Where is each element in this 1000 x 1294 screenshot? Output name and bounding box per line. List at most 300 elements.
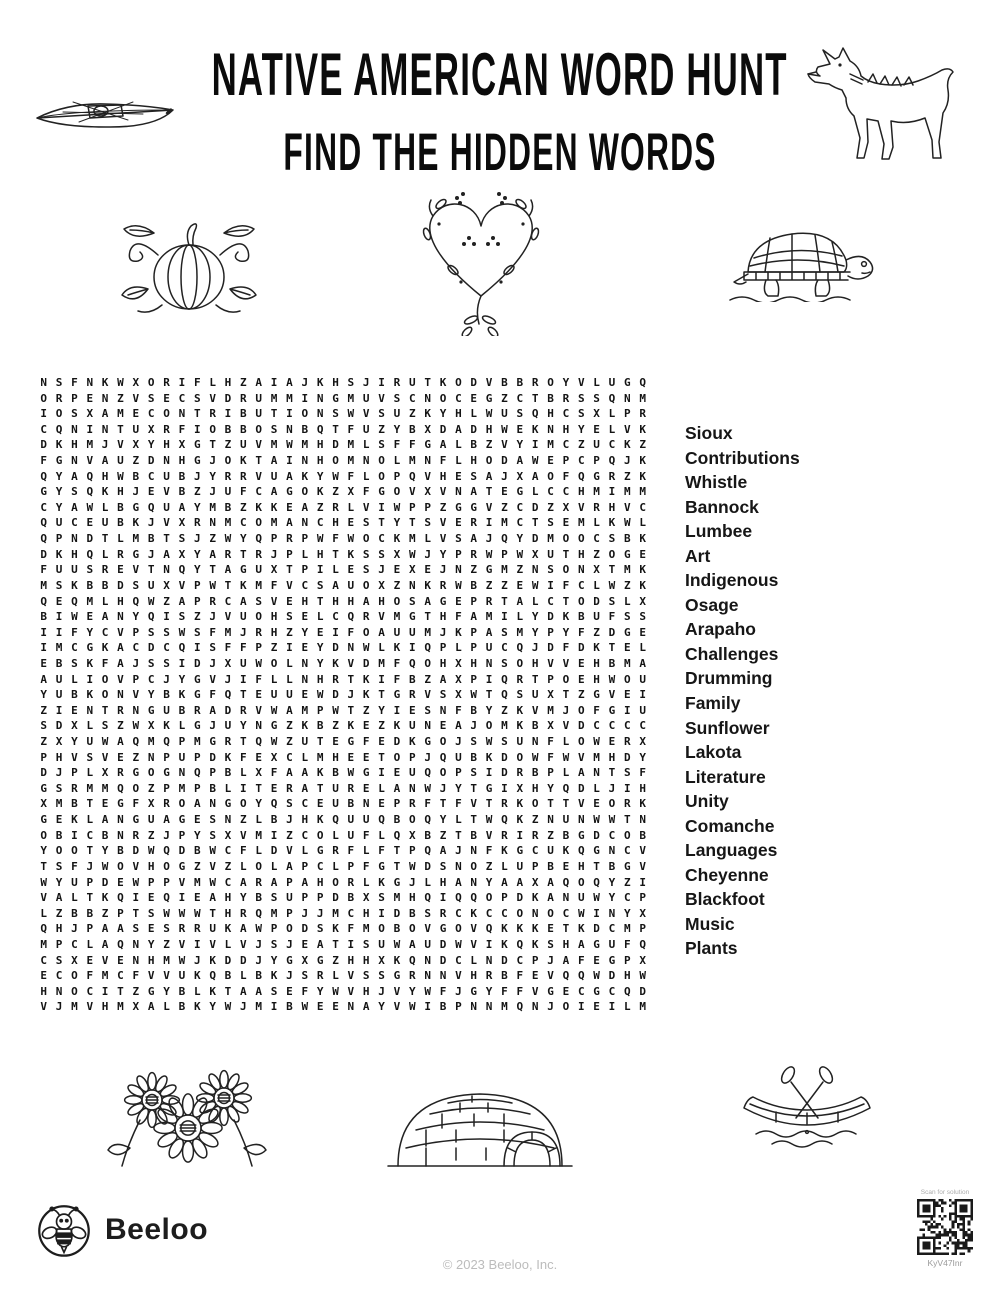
grid-cell: S: [408, 594, 416, 608]
grid-cell: G: [378, 485, 385, 499]
grid-cell: V: [547, 656, 554, 670]
grid-cell: E: [147, 922, 155, 936]
grid-cell: P: [132, 625, 140, 639]
grid-cell: S: [424, 906, 431, 920]
grid-cell: N: [593, 766, 600, 780]
grid-cell: E: [624, 688, 631, 702]
grid-cell: Q: [40, 516, 47, 530]
grid-cell: Q: [132, 735, 140, 749]
grid-cell: P: [193, 750, 201, 764]
grid-cell: Q: [501, 672, 508, 686]
grid-row: [36, 796, 650, 812]
grid-cell: V: [255, 438, 263, 452]
grid-cell: X: [424, 485, 431, 499]
grid-cell: Q: [71, 594, 78, 608]
grid-cell: E: [455, 469, 462, 483]
grid-cell: D: [393, 906, 401, 920]
grid-cell: N: [101, 391, 109, 405]
grid-cell: W: [147, 594, 155, 608]
grid-cell: C: [547, 485, 554, 499]
grid-cell: S: [501, 735, 508, 749]
grid-cell: L: [378, 781, 385, 795]
grid-cell: Z: [209, 532, 216, 546]
grid-cell: G: [316, 953, 324, 967]
grid-cell: C: [562, 906, 570, 920]
grid-cell: R: [209, 407, 216, 421]
grid-cell: D: [577, 781, 585, 795]
grid-cell: K: [501, 922, 508, 936]
grid-cell: M: [639, 1000, 646, 1014]
grid-cell: O: [424, 656, 431, 670]
grid-cell: N: [286, 422, 293, 436]
grid-cell: M: [501, 563, 508, 577]
grid-cell: B: [501, 969, 508, 983]
grid-cell: B: [393, 922, 401, 936]
grid-cell: N: [40, 376, 47, 389]
grid-cell: G: [485, 781, 493, 795]
word-list-item: Sunflower: [685, 717, 770, 738]
grid-cell: T: [101, 703, 109, 717]
grid-cell: P: [439, 641, 447, 655]
grid-cell: D: [547, 641, 554, 655]
grid-cell: Q: [224, 688, 232, 702]
grid-cell: M: [408, 532, 416, 546]
grid-cell: O: [439, 735, 447, 749]
grid-cell: G: [332, 391, 339, 405]
grid-cell: K: [470, 906, 478, 920]
grid-cell: Z: [240, 813, 247, 827]
grid-cell: W: [117, 376, 124, 389]
grid-cell: J: [439, 781, 447, 795]
grid-cell: Z: [132, 750, 140, 764]
grid-cell: P: [132, 672, 140, 686]
grid-cell: A: [485, 469, 493, 483]
grid-row: [36, 921, 650, 937]
grid-cell: Z: [101, 906, 109, 920]
grid-cell: F: [501, 984, 508, 998]
grid-cell: G: [178, 813, 186, 827]
grid-cell: O: [547, 906, 554, 920]
grid-cell: K: [639, 469, 646, 483]
grid-cell: J: [163, 828, 170, 842]
qr-caption: Scan for solution: [920, 1189, 970, 1196]
grid-cell: S: [608, 532, 616, 546]
grid-cell: O: [147, 766, 155, 780]
grid-cell: W: [163, 906, 170, 920]
grid-cell: T: [101, 532, 109, 546]
grid-cell: V: [577, 500, 585, 514]
grid-cell: P: [286, 547, 293, 561]
grid-cell: R: [393, 376, 401, 389]
grid-cell: H: [470, 454, 478, 468]
grid-cell: A: [516, 454, 524, 468]
grid-cell: P: [193, 594, 201, 608]
grid-cell: S: [639, 610, 646, 624]
grid-cell: W: [593, 735, 600, 749]
grid-cell: Q: [209, 969, 216, 983]
grid-cell: J: [101, 438, 109, 452]
grid-cell: T: [608, 641, 616, 655]
grid-cell: H: [163, 438, 170, 452]
grid-cell: I: [86, 422, 94, 436]
grid-cell: R: [624, 797, 631, 811]
grid-cell: J: [531, 641, 539, 655]
grid-cell: E: [40, 969, 47, 983]
grid-cell: U: [332, 797, 339, 811]
grid-cell: B: [547, 391, 554, 405]
grid-cell: Y: [562, 376, 570, 389]
grid-cell: A: [286, 376, 293, 389]
grid-cell: S: [470, 766, 478, 780]
grid-cell: Z: [501, 500, 508, 514]
grid-cell: E: [347, 563, 355, 577]
grid-row: [36, 999, 650, 1015]
grid-cell: T: [501, 594, 508, 608]
grid-cell: C: [378, 532, 385, 546]
grid-cell: O: [455, 922, 462, 936]
grid-cell: H: [639, 781, 646, 795]
grid-cell: U: [593, 438, 600, 452]
grid-cell: T: [624, 813, 631, 827]
grid-cell: E: [455, 516, 462, 530]
grid-cell: T: [562, 594, 570, 608]
grid-cell: A: [101, 407, 109, 421]
grid-cell: O: [624, 672, 631, 686]
grid-cell: B: [408, 672, 416, 686]
grid-cell: C: [240, 516, 247, 530]
grid-cell: V: [132, 391, 140, 405]
grid-cell: J: [147, 547, 155, 561]
grid-row: [36, 984, 650, 1000]
grid-cell: Y: [393, 422, 401, 436]
grid-cell: Q: [593, 875, 600, 889]
grid-cell: Y: [193, 563, 201, 577]
grid-cell: Y: [378, 1000, 385, 1014]
grid-cell: T: [255, 454, 263, 468]
grid-cell: G: [240, 563, 247, 577]
grid-cell: M: [347, 391, 355, 405]
grid-cell: M: [347, 438, 355, 452]
copyright-text: © 2023 Beeloo, Inc.: [442, 1257, 558, 1272]
grid-cell: Y: [193, 500, 201, 514]
grid-cell: W: [209, 875, 216, 889]
grid-cell: N: [531, 1000, 539, 1014]
grid-cell: T: [147, 563, 155, 577]
grid-row: [36, 828, 650, 844]
grid-cell: R: [178, 922, 186, 936]
grid-cell: W: [455, 578, 462, 592]
grid-cell: I: [378, 766, 385, 780]
grid-cell: A: [362, 594, 370, 608]
grid-cell: A: [439, 844, 447, 858]
grid-cell: V: [71, 750, 78, 764]
grid-cell: Y: [439, 547, 447, 561]
grid-cell: R: [516, 672, 524, 686]
grid-cell: V: [40, 1000, 47, 1014]
grid-cell: K: [485, 750, 493, 764]
grid-cell: Q: [577, 969, 585, 983]
grid-cell: F: [101, 656, 109, 670]
grid-cell: D: [117, 578, 124, 592]
grid-cell: P: [501, 891, 508, 905]
grid-cell: S: [362, 547, 370, 561]
brand-logo: [36, 1202, 208, 1258]
grid-cell: J: [286, 813, 293, 827]
grid-cell: K: [132, 516, 140, 530]
grid-cell: W: [101, 859, 109, 873]
grid-cell: Q: [378, 813, 385, 827]
grid-cell: S: [378, 891, 385, 905]
grid-cell: S: [547, 516, 554, 530]
grid-cell: X: [224, 828, 232, 842]
grid-cell: P: [455, 766, 462, 780]
grid-cell: M: [593, 485, 600, 499]
grid-cell: L: [639, 641, 646, 655]
grid-cell: L: [362, 438, 370, 452]
grid-cell: W: [132, 719, 140, 733]
grid-cell: N: [316, 407, 324, 421]
grid-cell: R: [240, 469, 247, 483]
grid-cell: N: [362, 454, 370, 468]
grid-cell: Y: [147, 688, 155, 702]
grid-cell: E: [562, 516, 570, 530]
grid-cell: J: [439, 563, 447, 577]
grid-cell: W: [71, 610, 78, 624]
grid-cell: Q: [501, 813, 508, 827]
grid-cell: P: [424, 500, 431, 514]
grid-cell: P: [393, 469, 401, 483]
grid-cell: U: [516, 859, 524, 873]
grid-cell: X: [455, 672, 462, 686]
grid-cell: B: [117, 500, 124, 514]
grid-cell: D: [439, 422, 447, 436]
grid-cell: O: [301, 485, 309, 499]
grid-cell: R: [608, 469, 616, 483]
grid-cell: A: [286, 859, 293, 873]
grid-cell: P: [547, 672, 554, 686]
grid-cell: O: [224, 454, 232, 468]
grid-cell: Z: [240, 500, 247, 514]
grid-cell: H: [301, 594, 309, 608]
grid-cell: H: [378, 594, 385, 608]
grid-cell: Y: [240, 719, 247, 733]
grid-cell: Z: [270, 641, 278, 655]
grid-cell: S: [470, 469, 478, 483]
grid-cell: S: [270, 891, 278, 905]
grid-cell: H: [577, 547, 585, 561]
grid-cell: N: [562, 891, 570, 905]
grid-cell: M: [547, 532, 554, 546]
grid-cell: T: [531, 672, 539, 686]
grid-cell: U: [516, 735, 524, 749]
qr-code: [917, 1199, 973, 1255]
grid-cell: C: [562, 485, 570, 499]
grid-cell: Y: [439, 407, 447, 421]
grid-cell: I: [332, 625, 339, 639]
grid-cell: O: [547, 469, 554, 483]
grid-cell: D: [470, 422, 478, 436]
grid-cell: O: [485, 454, 493, 468]
grid-cell: K: [362, 672, 370, 686]
grid-cell: L: [624, 594, 631, 608]
grid-cell: A: [270, 454, 278, 468]
grid-cell: I: [101, 984, 109, 998]
grid-cell: U: [132, 422, 140, 436]
grid-cell: K: [639, 532, 646, 546]
grid-cell: B: [424, 828, 431, 842]
grid-cell: J: [193, 469, 201, 483]
grid-cell: H: [439, 469, 447, 483]
grid-cell: Q: [40, 532, 47, 546]
grid-cell: H: [101, 469, 109, 483]
grid-cell: Y: [608, 891, 616, 905]
grid-cell: H: [439, 610, 447, 624]
grid-cell: I: [40, 407, 47, 421]
pumpkin-illustration: [110, 193, 268, 317]
grid-cell: S: [55, 578, 63, 592]
grid-cell: L: [255, 844, 263, 858]
grid-cell: D: [224, 953, 232, 967]
grid-cell: A: [577, 766, 585, 780]
grid-cell: N: [455, 563, 462, 577]
grid-cell: U: [178, 969, 186, 983]
grid-cell: U: [55, 672, 63, 686]
grid-cell: R: [255, 547, 263, 561]
grid-cell: Z: [547, 500, 554, 514]
grid-cell: N: [470, 844, 478, 858]
grid-cell: L: [362, 875, 370, 889]
grid-cell: I: [608, 1000, 616, 1014]
grid-cell: N: [86, 703, 94, 717]
grid-cell: W: [40, 875, 47, 889]
grid-cell: T: [547, 797, 554, 811]
grid-cell: B: [439, 1000, 447, 1014]
grid-cell: E: [393, 563, 401, 577]
grid-cell: C: [147, 672, 155, 686]
grid-cell: E: [332, 735, 339, 749]
grid-cell: U: [639, 703, 646, 717]
grid-cell: N: [301, 516, 309, 530]
grid-cell: S: [332, 407, 339, 421]
grid-cell: J: [624, 454, 631, 468]
grid-cell: T: [608, 766, 616, 780]
grid-cell: P: [470, 594, 478, 608]
grid-cell: J: [209, 656, 216, 670]
grid-cell: F: [224, 641, 232, 655]
grid-cell: M: [71, 1000, 78, 1014]
grid-cell: W: [101, 735, 109, 749]
grid-cell: F: [332, 532, 339, 546]
grid-row: [36, 375, 650, 391]
grid-cell: R: [470, 547, 478, 561]
grid-cell: N: [439, 703, 447, 717]
grid-cell: D: [224, 703, 232, 717]
grid-row: [36, 640, 650, 656]
grid-cell: T: [209, 563, 216, 577]
grid-cell: O: [577, 703, 585, 717]
grid-cell: Z: [224, 859, 232, 873]
page-subtitle-text: FIND THE HIDDEN WORDS: [283, 123, 717, 182]
grid-cell: B: [316, 719, 324, 733]
grid-row: [36, 547, 650, 563]
grid-cell: U: [240, 438, 247, 452]
grid-cell: B: [286, 1000, 293, 1014]
grid-cell: A: [270, 485, 278, 499]
grid-cell: Z: [163, 937, 170, 951]
grid-cell: W: [593, 891, 600, 905]
grid-cell: N: [455, 485, 462, 499]
grid-cell: Y: [439, 813, 447, 827]
grid-cell: S: [547, 563, 554, 577]
grid-cell: I: [286, 407, 293, 421]
grid-cell: L: [101, 594, 109, 608]
grid-cell: D: [577, 641, 585, 655]
grid-cell: J: [163, 672, 170, 686]
grid-cell: C: [178, 391, 186, 405]
grid-cell: A: [255, 376, 263, 389]
grid-cell: Q: [393, 828, 401, 842]
grid-cell: B: [408, 906, 416, 920]
grid-cell: N: [424, 454, 431, 468]
grid-cell: F: [424, 797, 431, 811]
grid-cell: E: [531, 969, 539, 983]
grid-cell: M: [255, 828, 263, 842]
grid-cell: T: [332, 937, 339, 951]
grid-cell: T: [393, 859, 401, 873]
grid-cell: F: [347, 922, 355, 936]
grid-cell: G: [593, 469, 600, 483]
grid-cell: C: [608, 438, 616, 452]
grid-cell: N: [117, 813, 124, 827]
grid-cell: E: [255, 688, 263, 702]
grid-cell: C: [86, 828, 94, 842]
grid-cell: S: [624, 610, 631, 624]
grid-cell: L: [593, 781, 600, 795]
grid-cell: M: [40, 578, 47, 592]
grid-cell: I: [485, 937, 493, 951]
grid-cell: H: [332, 516, 339, 530]
grid-cell: P: [286, 906, 293, 920]
grid-cell: T: [316, 781, 324, 795]
grid-cell: E: [439, 719, 447, 733]
grid-cell: K: [316, 813, 324, 827]
grid-cell: N: [147, 750, 155, 764]
grid-cell: B: [71, 797, 78, 811]
grid-cell: H: [624, 969, 631, 983]
grid-cell: A: [547, 875, 554, 889]
grid-cell: A: [224, 563, 232, 577]
grid-cell: D: [40, 438, 47, 452]
grid-cell: M: [224, 625, 232, 639]
grid-cell: N: [209, 516, 216, 530]
grid-cell: J: [562, 703, 570, 717]
grid-cell: U: [332, 781, 339, 795]
grid-cell: L: [117, 532, 124, 546]
grid-cell: G: [147, 703, 155, 717]
grid-cell: C: [562, 438, 570, 452]
grid-cell: G: [393, 875, 401, 889]
grid-cell: P: [593, 454, 600, 468]
grid-cell: G: [485, 563, 493, 577]
grid-cell: O: [71, 844, 78, 858]
grid-cell: V: [240, 828, 247, 842]
grid-cell: Y: [301, 625, 309, 639]
grid-cell: R: [516, 766, 524, 780]
grid-cell: Y: [485, 703, 493, 717]
grid-cell: P: [639, 922, 646, 936]
grid-cell: R: [439, 578, 447, 592]
grid-cell: P: [163, 781, 170, 795]
